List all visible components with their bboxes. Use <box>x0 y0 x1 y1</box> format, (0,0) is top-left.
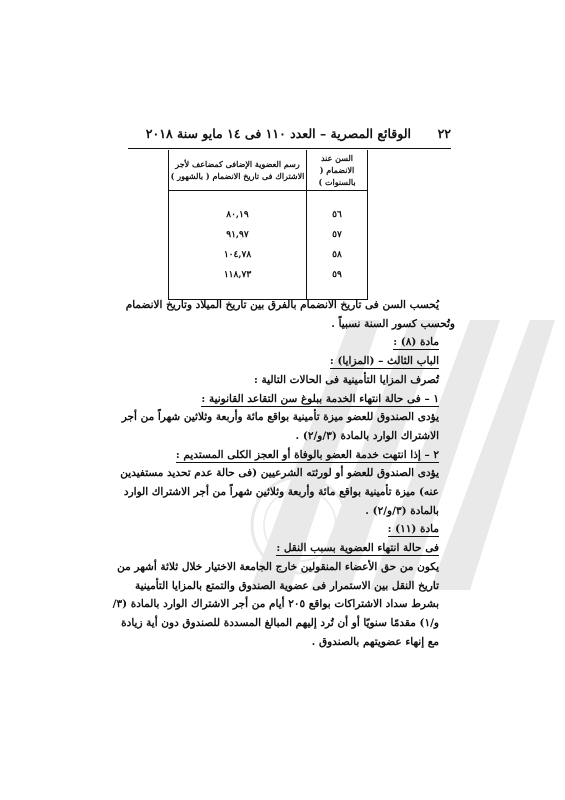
benefits-intro: تُصرف المزايا التأمينية فى الحالات التالية : <box>254 373 439 386</box>
membership-fee-table <box>168 150 368 300</box>
table-row <box>169 265 368 285</box>
case-2-text: يؤدى الصندوق للعضو أو لورثته الشرعيين (فى حالة عدم تحديد مستفيدين عنه) ميزة تأمينية بواقع مائة وأربعة وثلاثين شهراً من أجر الاشتراك الوارد بالمادة (٣/و/٢) . <box>120 467 439 517</box>
transfer-text: يكون من حق الأعضاء المنقولين خارج الجامعة الاختيار خلال ثلاثة أشهر من تاريخ النقل بين الاستمرار فى عضوية الصندوق والتمتع بالمزايا التأمينية بشرط سداد الاشتراكات بواقع ٢٠٥ أيام من أجر الاشتراك الوارد بالمادة (٣/و/١) مقدمًا سنويًا أو أن تُرد إليهم المبالغ المسددة للصندوق دون أية زيادة مع إنهاء عضويتهم بالصندوق . <box>112 560 439 648</box>
column-header-fee: رسم العضوية الإضافى كمضاعف لأجر الاشتراك فى تاريخ الانضمام ( بالشهور ) <box>169 150 307 191</box>
article-11-heading: مادة (١١) : <box>387 523 439 536</box>
fee-cell: ١٠٤,٧٨ <box>169 245 307 265</box>
fee-cell: ٩١,٩٧ <box>169 225 307 245</box>
age-cell: ٥٧ <box>307 225 368 245</box>
case-2-heading: ٢ – إذا انتهت خدمة العضو بالوفاة أو العجز الكلى المستديم : <box>175 448 439 461</box>
transfer-heading: فى حالة انتهاء العضوية بسبب النقل : <box>276 542 439 555</box>
paragraph-age-calculation: يُحسب السن فى تاريخ الانضمام بالفرق بين تاريخ الميلاد وتاريخ الانضمام <box>125 299 439 311</box>
case-1-text: يؤدى الصندوق للعضو ميزة تأمينية بواقع مائة وأربعة وثلاثين شهراً من أجر الاشتراك الوارد بالمادة (٣/و/٢) . <box>121 411 439 442</box>
age-cell: ٥٨ <box>307 245 368 265</box>
gazette-title: الوقائع المصرية – العدد ١١٠ فى ١٤ مايو سنة ٢٠١٨ <box>145 126 411 141</box>
table-row <box>169 245 368 265</box>
table-spacer-row <box>169 191 368 206</box>
document-body <box>110 296 455 651</box>
article-8-heading: مادة (٨) : <box>393 336 439 349</box>
age-cell: ٥٦ <box>307 205 368 225</box>
case-1-heading: ١ – فى حالة انتهاء الخدمة ببلوغ سن التقاعد القانونية : <box>201 392 439 405</box>
fee-cell: ١١٨,٧٣ <box>169 265 307 285</box>
age-cell: ٥٩ <box>307 265 368 285</box>
table-header-row <box>169 150 368 191</box>
paragraph-fraction-note: وتُحسب كسور السنة نسبياً . <box>331 317 455 330</box>
column-header-age: السن عند الانضمام ( بالسنوات ) <box>307 150 368 191</box>
header-divider <box>128 148 451 149</box>
fee-cell: ٨٠,١٩ <box>169 205 307 225</box>
table-row <box>169 205 368 225</box>
page-header <box>128 126 451 146</box>
page-number: ٢٢ <box>437 126 451 141</box>
chapter-3-heading: الباب الثالث – (المزايا) : <box>329 355 439 368</box>
table-row <box>169 225 368 245</box>
